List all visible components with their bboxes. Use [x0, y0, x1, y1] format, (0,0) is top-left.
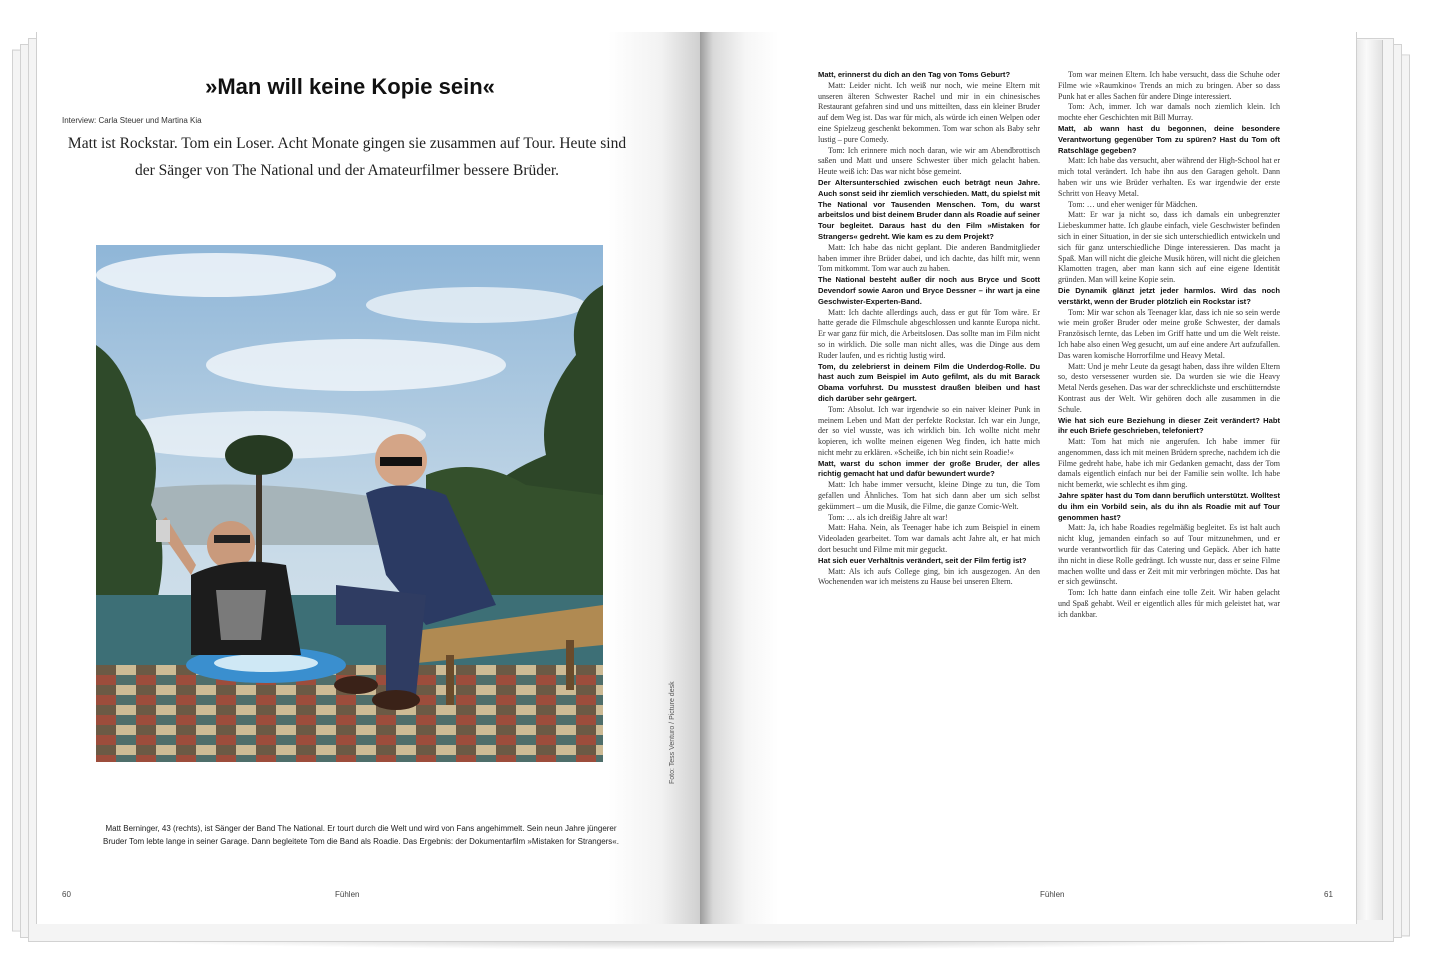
photo-caption: Matt Berninger, 43 (rechts), ist Sänger der Band The National. Er tourt durch die Welt und wird von Fans angehimmelt. Sein neun Jahre jüngerer Bruder Tom lebte lange in seiner Garage. Dann begleitete Tom die Band als Roadie. Das Ergebnis: der Dokumentarfilm »Mistaken for Strangers«. — [103, 824, 619, 846]
interview-answer: Tom: … und eher weniger für Mädchen. — [1068, 199, 1198, 209]
interview-answer: Matt: Als ich aufs College ging, bin ich ausgezogen. An den Wochenenden war ich meistens zu Hause bei unseren Eltern. — [818, 566, 1040, 587]
interview-answer: Matt: Und je mehr Leute da gesagt haben, dass ihre wilden Eltern so, desto versessener wurden sie. Da wurden sie wie die Heavy Metal Nerds gesehen. Das war der schrecklichste und erschütterndste Kontrast aus der Welt. Wir gehören doch alle zusammen in die Schule. — [1058, 361, 1280, 414]
interview-answer: Matt: Leider nicht. Ich weiß nur noch, wie meine Eltern mit unseren älteren Schwester Rachel und mir in ein chinesisches Restaurant gefahren sind und uns mitteilten, dass ein kleiner Bruder auf dem Weg ist. Das war für mich, als würde ich einen Welpen oder eine Spielzeug geschenkt bekommen. Tom war schon als Baby sehr lustig – pure Comedy. — [818, 80, 1040, 144]
photo-credit: Foto: Tess Venturo / Picture desk — [669, 681, 676, 784]
interview-answer: Matt: Er war ja nicht so, dass ich damals ein unbegrenzter Liebeskummer hatte. Ich glaube einfach, viele Geschwister befinden sich in einer Situation, in der sie sich unterschiedlich entwickeln und sich für ganz unterschiedliche Dinge interessieren. Das macht ja Spaß. Man will nicht die gleiche Musik hören, will nicht die gleichen Klamotten tragen, aber man kann sich auf eine eigene Identität gründen. Man will keine Kopie sein. — [1058, 210, 1280, 285]
interview-answer: Matt: Ja, ich habe Roadies regelmäßig begleitet. Es ist halt auch nicht klug, jemanden einfach so auf Tour mitzunehmen, und er wurde verantwortlich für das Catering und Gepäck. Aber ich hatte ihn nicht in diese Rolle gedrängt. Ich wusste nur, dass er seine Filme machen wollte und dass er Zeit mit mir verbringen möchte. Das hat er sich gewünscht. — [1058, 523, 1280, 587]
interview-answer: Matt: Tom hat mich nie angerufen. Ich habe immer für angenommen, dass ich mit meinen Brüdern spreche, nachdem ich die Filme gedreht habe, habe ich mir Gedanken gemacht, dass der Tom damals eigentlich einfach nur bei der Familie sein wollte. Ich habe nicht bemerkt, wie schlecht es ihm ging. — [1058, 437, 1280, 490]
interview-question: Tom, du zelebrierst in deinem Film die Underdog-Rolle. Du hast auch zum Beispiel im Auto gefilmt, als du mit Barack Obama vorfuhrst. Du musstest draußen bleiben und hast dich darüber sehr geärgert. — [818, 361, 1040, 403]
interview-answer: Matt: Ich habe das versucht, aber während der High-School hat er mich total verändert. Ich habe ihn aus den Garagen geholt. Dann haben wir uns wie Brüder verhalten. Es war irgendwie der erste Schritt von Heavy Metal. — [1058, 156, 1280, 198]
interview-question: Hat sich euer Verhältnis verändert, seit der Film fertig ist? — [818, 555, 1027, 565]
interview-answer: Tom: Ich erinnere mich noch daran, wie wir am Abendbrottisch saßen und Matt und unsere Schwester über mich gelacht haben. Heute weiß ich: Das war nicht böse gemeint. — [818, 145, 1040, 177]
interview-question: Die Dynamik glänzt jetzt jeder harmlos. Wird das noch verstärkt, wenn der Bruder plötzlich ein Rockstar ist? — [1058, 285, 1280, 306]
text-column-2 — [1058, 70, 1280, 621]
page-number-left: 60 — [62, 890, 71, 899]
byline: Interview: Carla Steuer und Martina Kia — [62, 116, 202, 125]
interview-answer: Matt: Ich habe immer versucht, kleine Dinge zu tun, die Tom gefallen und Ähnliches. Tom hat sich dann aber um sich selbst gekümmert – um die Musik, die Filme, die ganze Comic-Welt. — [818, 480, 1040, 511]
portrait-photo — [96, 245, 603, 762]
article-title: »Man will keine Kopie sein« — [205, 74, 495, 99]
text-column-1 — [818, 70, 1040, 588]
interview-answer: Matt: Haha. Nein, als Teenager habe ich zum Beispiel in einem Videoladen gearbeitet. Tom war damals acht Jahre alt, er hat mich dort besucht und Filme mit mir geguckt. — [818, 523, 1040, 555]
interview-question: Matt, warst du schon immer der große Bruder, der alles richtig gemacht hat und dafür bewundert wurde? — [818, 458, 1040, 479]
interview-answer: Tom: Ich hatte dann einfach eine tolle Zeit. Wir haben gelacht und Spaß gehabt. Weil er eigentlich alles für mich geleistet hat, war ich dankbar. — [1058, 588, 1280, 619]
book-right-edge — [1356, 40, 1383, 920]
interview-answer: Tom: Absolut. Ich war irgendwie so ein naiver kleiner Punk in meinem Leben und Matt der perfekte Rockstar. Ich war ein Junge, der so viel wusste, was ich wirklich bin. Ich wollte nicht mehr kopieren, ich wollte meinen eigenen Weg finden, ich hatte mich nicht mehr zu erklären. »Scheiße, ich bin nicht sein Roadie!« — [818, 404, 1040, 457]
section-label-right: Fühlen — [1040, 890, 1065, 899]
interview-question: Jahre später hast du Tom dann beruflich unterstützt. Wolltest du ihm ein Vorbild sein, als du ihn als Roadie mit auf Tour genommen hast? — [1058, 491, 1280, 522]
section-label-left: Fühlen — [335, 890, 360, 899]
interview-answer: Matt: Ich dachte allerdings auch, dass er gut für Tom wäre. Er hatte gerade die Filmschule abgeschlossen und kannte Europa nicht. Er war ganz für mich, die Arbeitslosen. Das sollte man im Film nicht so in wirklich. Die solle man nicht alles, was die Dinge aus dem Ruder laufen, und es richtig lustig wird. — [818, 307, 1040, 360]
interview-answer: Tom: Ach, immer. Ich war damals noch ziemlich klein. Ich mochte eher Geschichten mit Bill Murray. — [1058, 102, 1280, 123]
interview-question: Matt, ab wann hast du begonnen, deine besondere Verantwortung gegenüber Tom zu spüren? Hast du Tom oft Ratschläge gegeben? — [1058, 123, 1280, 155]
interview-answer: Tom: … als ich dreißig Jahre alt war! — [828, 512, 948, 522]
interview-answer: Tom: Mir war schon als Teenager klar, dass ich nie so sein werde wie mein großer Bruder oder meine große Schwester, der damals Französisch lernte, das Leben im Griff hatte und um die Welt reiste. Ich habe also einen Weg gesucht, um auf eine andere Art aufzufallen. Das waren komische Horrorfilme und Heavy Metal. — [1058, 307, 1280, 360]
interview-question: Matt, erinnerst du dich an den Tag von Toms Geburt? — [818, 70, 1011, 79]
interview-question: Wie hat sich eure Beziehung in dieser Zeit verändert? Habt ihr euch Briefe geschrieben, telefoniert? — [1058, 415, 1280, 436]
intro-paragraph: Matt ist Rockstar. Tom ein Loser. Acht Monate gingen sie zusammen auf Tour. Heute sind der Sänger von The National und der Amateurfilmer bessere Brüder. — [67, 135, 627, 179]
interview-question: The National besteht außer dir noch aus Bryce und Scott Devendorf sowie Aaron und Bryce Dessner – ihr wart ja eine Geschwister-Experten-Band. — [818, 275, 1040, 306]
interview-answer: Matt: Ich habe das nicht geplant. Die anderen Bandmitglieder haben immer ihre Brüder dabei, und ich dachte, das hilft mir, wenn Tom mitkommt. Tom war auch zu haben. — [818, 242, 1040, 274]
page-number-right: 61 — [1324, 890, 1333, 899]
interview-question: Der Altersunterschied zwischen euch beträgt neun Jahre. Auch sonst seid ihr ziemlich verschieden. Matt, du spielst mit The National vor Tausenden Menschen. Tom, du warst arbeitslos und bist deinem Bruder dann als Roadie auf seiner Tour begleitet. Daraus hast du den Film »Mistaken for Strangers« gedreht. Wie kam es zu dem Projekt? — [818, 177, 1040, 241]
interview-answer: Tom war meinen Eltern. Ich habe versucht, dass die Schuhe oder Filme wie »Raumkino« Trends an mich zu bringen. Aber so dass Punk hat er alles Sachen für andere Dinge interessiert. — [1058, 70, 1280, 101]
